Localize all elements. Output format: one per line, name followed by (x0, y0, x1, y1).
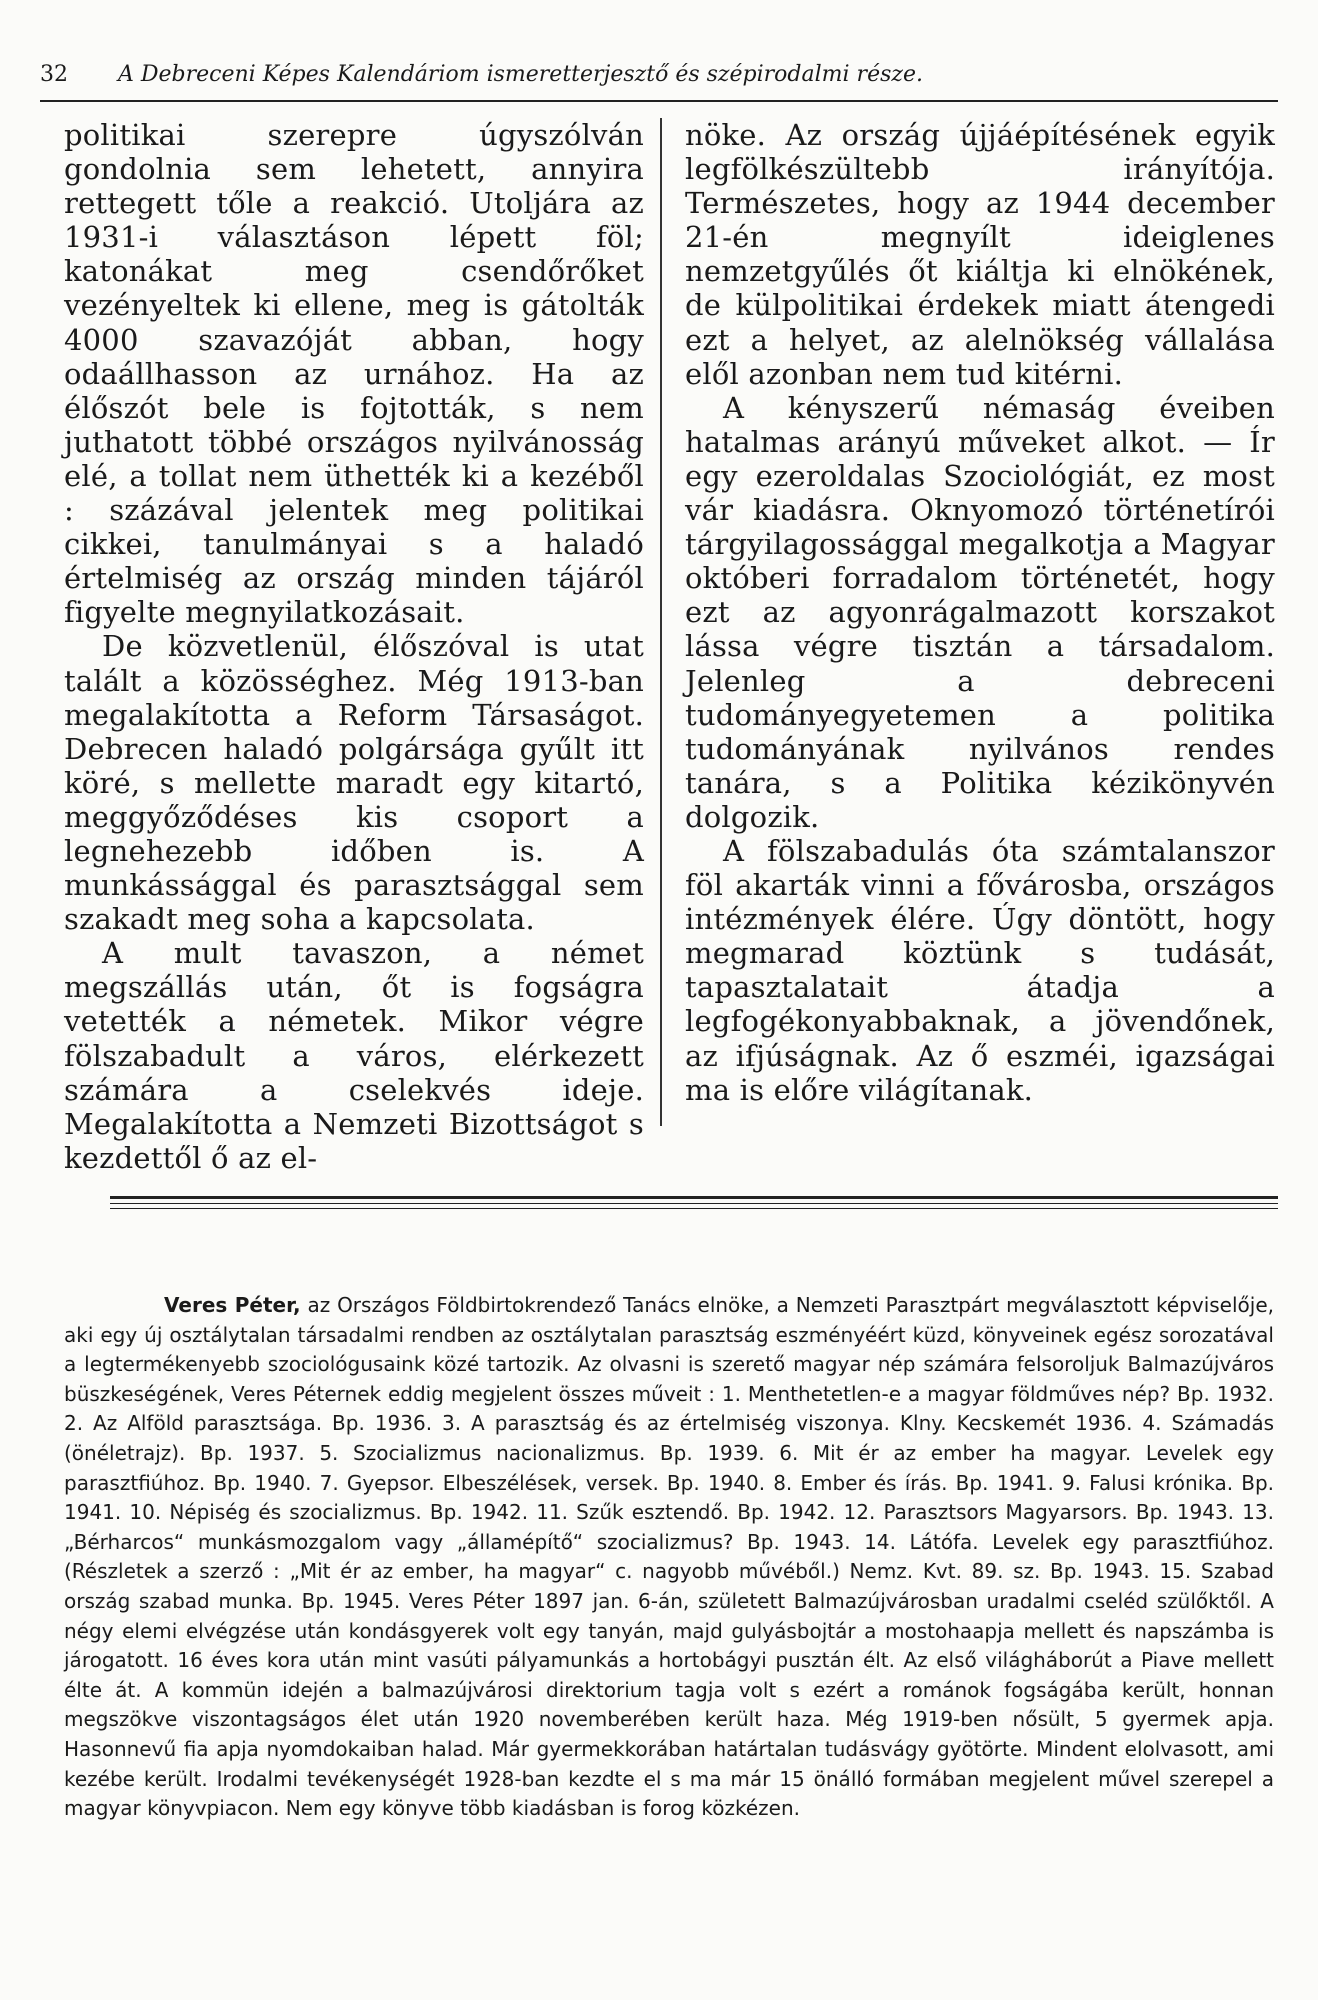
bio-name: Veres Péter, (164, 1293, 301, 1317)
biography-note (64, 1291, 1274, 1824)
right-paragraph-3: A fölszabadulás óta számtalanszor föl akarták vinni a fővárosba, országos intézmények élére. Úgy döntött, hogy megmarad köztünk s tudását, tapasztalatait átadja a legfogékonyabbaknak, a jövendőnek, az ifjúságnak. Az ő eszméi, igazságai ma is előre világítanak. (685, 833, 1275, 1107)
right-column (685, 118, 1275, 1107)
right-paragraph-1: nöke. Az ország újjáépítésének egyik legfölkészültebb irányítója. Természetes, hogy az 1944 december 21-én megnyílt ideiglenes nemzetgyűlés őt kiáltja ki elnökének, de külpolitikai érdekek miatt átengedi ezt a helyet, az alelnökség vállalása elől azonban nem tud kitérni. (685, 118, 1275, 391)
left-column (64, 118, 644, 1175)
section-rules (110, 1196, 1278, 1209)
thin-rule (110, 1203, 1278, 1204)
left-paragraph-1: politikai szerepre úgyszólván gondolnia sem lehetett, annyira rettegett tőle a reakció. Utoljára az 1931-i választáson lépett föl; katonákat meg csendőrőket vezényeltek ki ellene, meg is gátolták 4000 szavazóját abban, hogy odaállhasson az urnához. Ha az élőszót bele is fojtották, s nem juthatott többé országos nyilvánosság elé, a tollat nem üthették ki a kezéből : százával jelentek meg politikai cikkei, tanulmányai s a haladó értelmiség az ország minden tájáról figyelte megnyilatkozásait. (64, 118, 644, 630)
page-number: 32 (40, 62, 68, 87)
left-paragraph-2: De közvetlenül, élőszóval is utat talált a közösséghez. Még 1913-ban megalakította a Reform Társaságot. Debrecen haladó polgársága gyűlt itt köré, s mellette maradt egy kitartó, meggyőződéses kis csoport a legnehezebb időben is. A munkássággal és parasztsággal sem szakadt meg soha a kapcsolata. (64, 629, 644, 937)
biography-paragraph (64, 1291, 1274, 1824)
thick-rule (110, 1196, 1278, 1199)
header-rule (40, 100, 1278, 102)
thin-rule (110, 1208, 1278, 1209)
running-title: A Debreceni Képes Kalendáriom ismeretterjesztő és szépirodalmi része. (118, 62, 923, 87)
right-paragraph-2: A kényszerű némaság éveiben hatalmas arányú műveket alkot. — Ír egy ezeroldalas Szociológiát, ez most vár kiadásra. Oknyomozó történetírói tárgyilagossággal megalkotja a Magyar októberi forradalom történetét, hogy ezt az agyonrágalmazott korszakot lássa végre tisztán a társadalom. Jelenleg a debreceni tudományegyetemen a politika tudományának nyilvános rendes tanára, s a Politika kézikönyvén dolgozik. (685, 390, 1275, 834)
left-paragraph-3: A mult tavaszon, a német megszállás után, őt is fogságra vetették a németek. Mikor végre fölszabadult a város, elérkezett számára a cselekvés ideje. Megalakította a Nemzeti Bizottságot s kezdettől ő az el- (64, 936, 644, 1175)
bio-text: az Országos Földbirtokrendező Tanács elnöke, a Nemzeti Parasztpárt megválasztott képviselője, aki egy új osztálytalan társadalmi rendben az osztálytalan parasztság eszményéért küzd, könyveinek egész sorozatával a legtermékenyebb szociológusaink közé tartozik. Az olvasni is szerető magyar nép számára felsoroljuk Balmazújváros büszkeségének, Veres Péternek eddig megjelent összes műveit : 1. Menthetetlen-e a magyar földműves nép? Bp. 1932. 2. Az Alföld parasztsága. Bp. 1936. 3. A parasztság és az értelmiség viszonya. Klny. Kecskemét 1936. 4. Számadás (önéletrajz). Bp. 1937. 5. Szocializmus nacionalizmus. Bp. 1939. 6. Mit ér az ember ha magyar. Levelek egy parasztfiúhoz. Bp. 1940. 7. Gyepsor. Elbeszélések, versek. Bp. 1940. 8. Ember és írás. Bp. 1941. 9. Falusi krónika. Bp. 1941. 10. Népiség és szocializmus. Bp. 1942. 11. Szűk esztendő. Bp. 1942. 12. Parasztsors Magyarsors. Bp. 1943. 13. „Bérharcos“ munkásmozgalom vagy „államépítő“ szocializmus? Bp. 1943. 14. Látófa. Levelek egy parasztfiúhoz. (Részletek a szerző : „Mit ér az ember, ha magyar“ c. nagyobb művéből.) Nemz. Kvt. 89. sz. Bp. 1943. 15. Szabad ország szabad munka. Bp. 1945. Veres Péter 1897 jan. 6-án, született Balmazújvárosban uradalmi cseléd szülőktől. A négy elemi elvégzése után kondásgyerek volt egy tanyán, majd gulyásbojtár a mostohaapja mellett és napszámba is járogatott. 16 éves kora után mint vasúti pályamunkás a hortobágyi pusztán élt. Az első világháborút a Piave mellett élte át. A kommün idején a balmazújvárosi direktorium tagja volt s ezért a románok fogságába került, honnan megszökve viszontagságos élet után 1920 novemberében került haza. Még 1919-ben nősült, 5 gyermek apja. Hasonnevű fia apja nyomdokaiban halad. Már gyermekkorában határtalan tudásvágy gyötörte. Mindent elolvasott, ami kezébe került. Irodalmi tevékenységét 1928-ban kezdte el s ma már 15 önálló formában megjelent művel szerepel a magyar könyvpiacon. Nem egy könyve több kiadásban is forog közkézen. (64, 1293, 1274, 1821)
running-head (40, 62, 1190, 87)
column-divider (660, 118, 662, 1126)
